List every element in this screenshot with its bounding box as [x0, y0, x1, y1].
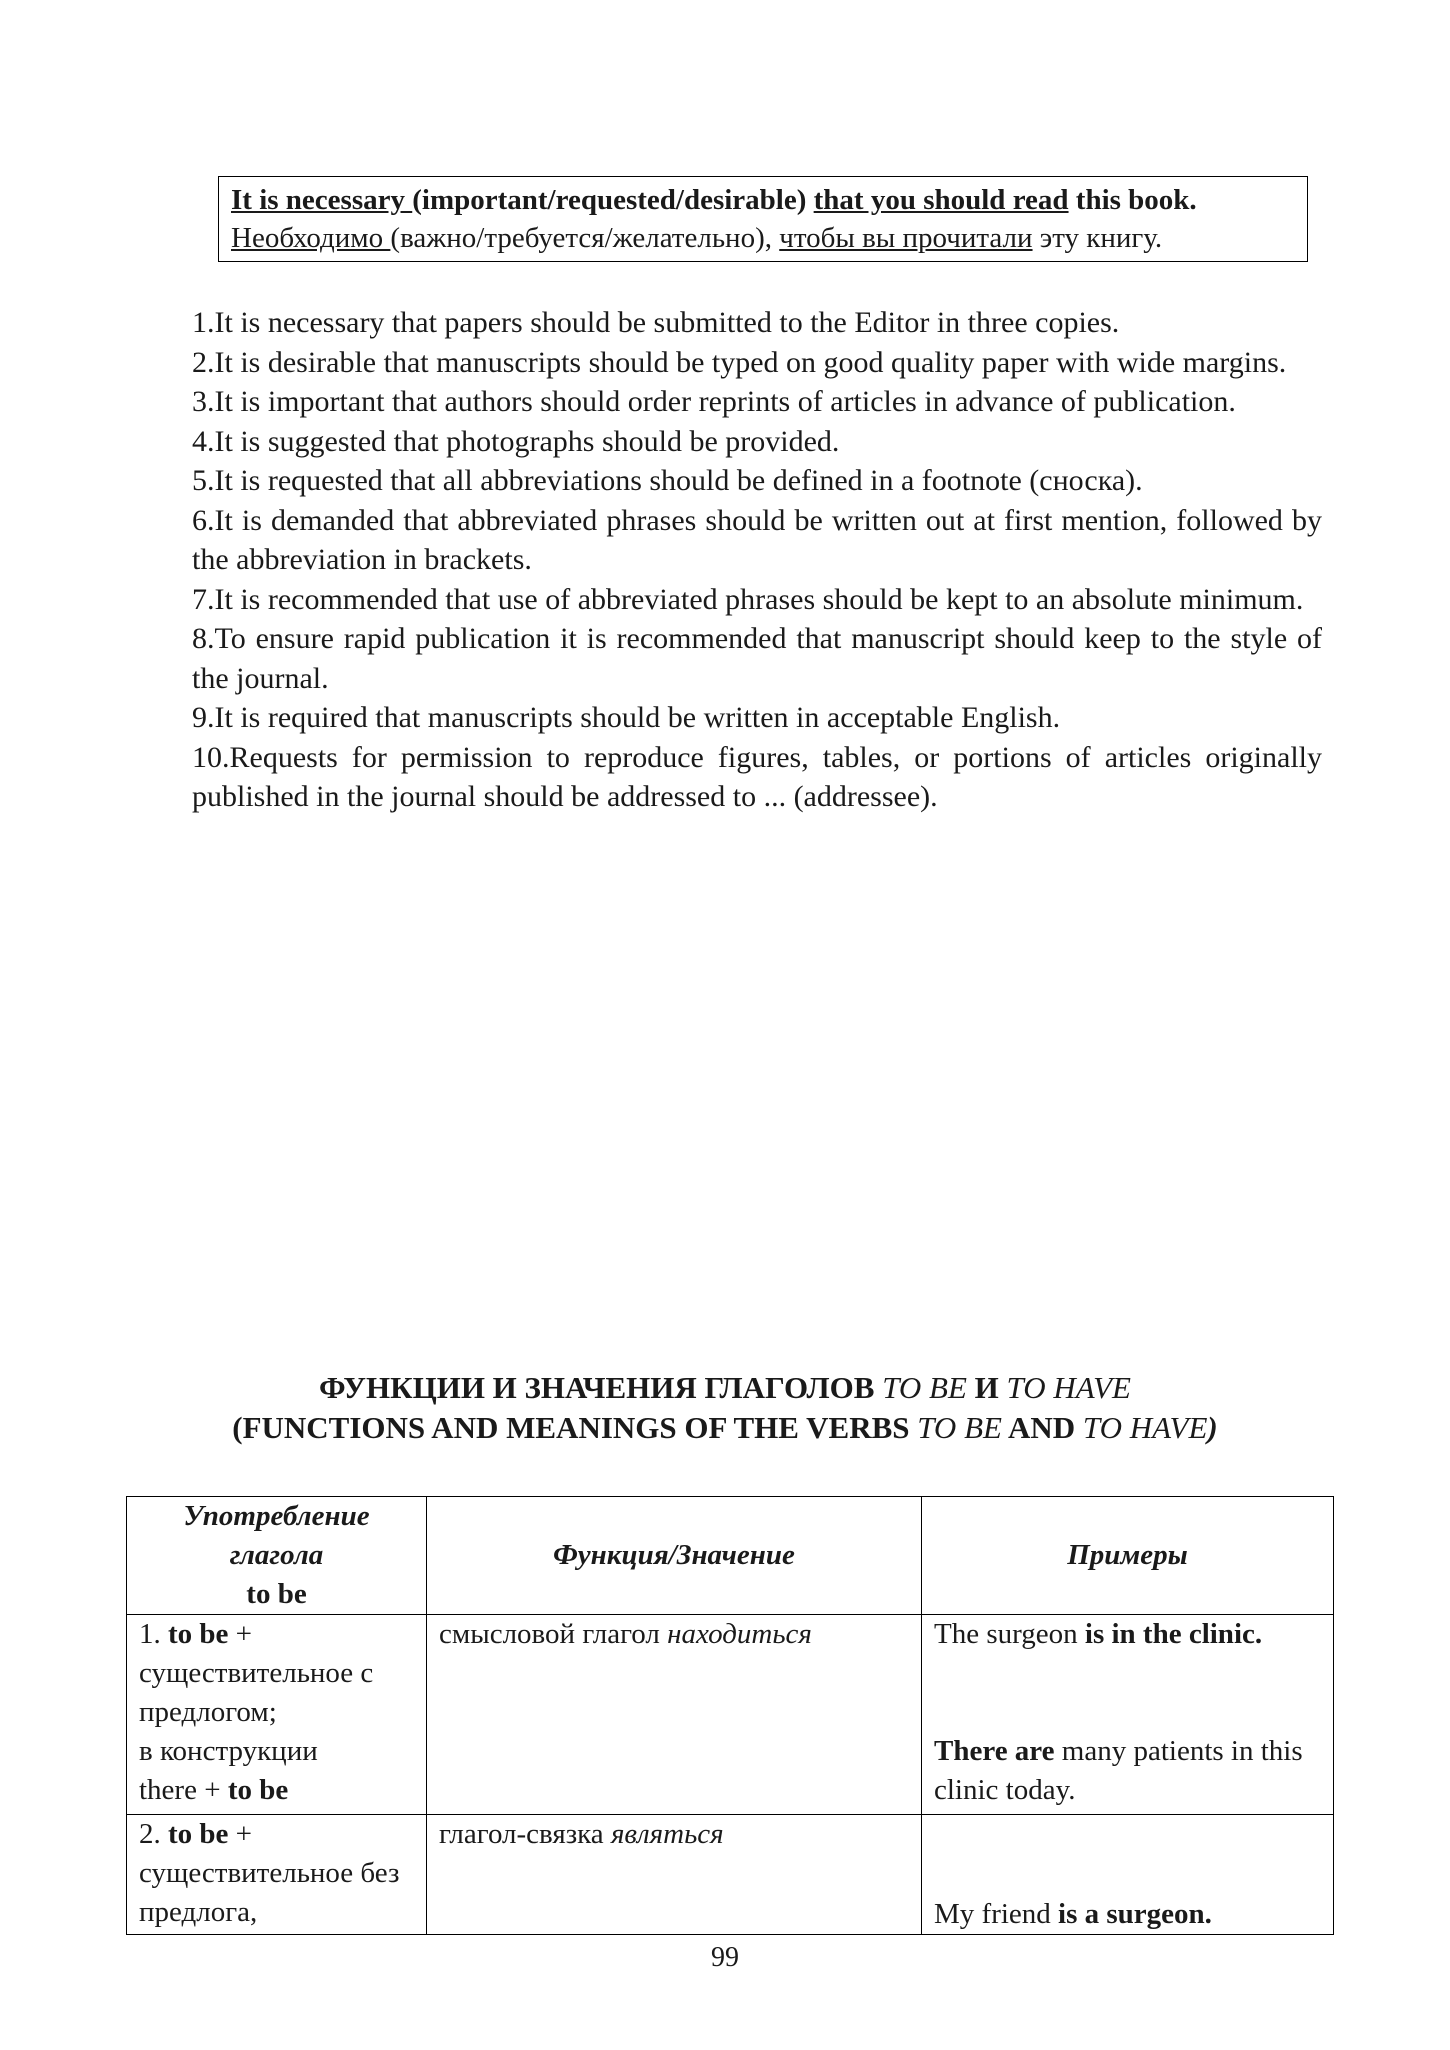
row1-usage-there: there + [139, 1774, 228, 1806]
table-row [127, 1815, 1334, 1935]
row1-usage-line2: в конструкции [139, 1735, 318, 1767]
row2-function-meaning: являться [610, 1818, 724, 1850]
sentence-item: 3.It is important that authors should order reprints of articles in advance of publication. [192, 385, 1236, 418]
sentence-item: 6.It is demanded that abbreviated phrases should be written out at first mention, followed by the abbreviation in brackets. [192, 503, 1322, 576]
row2-verb: to be [168, 1818, 229, 1850]
header-usage-line3: to be [246, 1578, 307, 1610]
row2-example1-text: My friend [934, 1898, 1059, 1930]
rule-english [231, 181, 1295, 219]
row1-example1-text: The surgeon [934, 1618, 1085, 1650]
row1-number: 1. [139, 1618, 168, 1650]
rule-russian [231, 219, 1295, 257]
rule-en-phrase: It is necessary [231, 184, 413, 216]
sentence-item: 7.It is recommended that use of abbreviated phrases should be kept to an absolute minimum. [192, 582, 1304, 616]
row2-function [427, 1815, 922, 1935]
section-title-en [100, 1408, 1350, 1448]
sentence-item: 4.It is suggested that photographs should be provided. [192, 424, 840, 458]
row1-usage-verb: to be [227, 1774, 289, 1806]
row2-usage [127, 1815, 427, 1935]
sentence-item: 1.It is necessary that papers should be submitted to the Editor in three copies. [192, 306, 1120, 339]
exercise-sentences [192, 303, 1322, 817]
title-en-close: ) [1207, 1410, 1218, 1445]
rule-ru-end: эту книгу. [1032, 222, 1163, 254]
row2-usage-text: + существительное без предлога, [139, 1818, 400, 1928]
sentence-item: 8.To ensure rapid publication it is recommended that manuscript should keep to the style of the journal. [192, 622, 1322, 695]
title-ru-and: И [966, 1370, 1007, 1405]
table-row [127, 1615, 1334, 1815]
sentence-item: 2.It is desirable that manuscripts should be typed on good quality paper with wide margins. [192, 345, 1287, 379]
row1-example2-bold: There are [934, 1735, 1055, 1767]
sentence-item: 10.Requests for permission to reproduce figures, tables, or portions of articles originally published in the journal should be addressed to ... (addressee). [192, 740, 1322, 813]
row1-example2-text: many patients in this clinic today. [934, 1735, 1303, 1806]
rule-ru-options: (важно/требуется/желательно), [390, 222, 780, 254]
header-usage-line1: Употребление [183, 1500, 370, 1532]
rule-ru-clause: чтобы вы прочитали [779, 222, 1033, 254]
row2-example1-bold: is a surgeon. [1058, 1898, 1212, 1930]
title-en-verb2: TO HAVE [1082, 1410, 1208, 1445]
row2-number: 2. [139, 1818, 168, 1850]
title-ru-verb1: TO BE [882, 1370, 967, 1405]
row2-examples [922, 1815, 1334, 1935]
row1-function-meaning: находиться [667, 1618, 812, 1650]
title-ru-verb2: TO HAVE [1006, 1370, 1131, 1405]
row1-examples [922, 1615, 1334, 1815]
section-title [100, 1368, 1350, 1448]
title-en-verb1: TO BE [917, 1410, 1002, 1445]
page-number: 99 [711, 1942, 739, 1973]
title-en-and: AND [1001, 1410, 1083, 1445]
row1-verb: to be [168, 1618, 229, 1650]
section-title-ru [100, 1368, 1350, 1408]
row1-example1-bold: is in the clinic. [1084, 1618, 1263, 1650]
rule-en-options: (important/requested/desirable) [412, 184, 814, 216]
header-usage-line2: глагола [229, 1539, 324, 1571]
rule-en-clause: that you should read [813, 184, 1069, 216]
sentence-item: 9.It is required that manuscripts should be written in acceptable English. [192, 701, 1061, 734]
verbs-table [126, 1496, 1334, 1935]
title-en-text: (FUNCTIONS AND MEANINGS OF THE VERBS [232, 1410, 918, 1445]
rule-box [218, 176, 1308, 262]
header-examples: Примеры [922, 1497, 1334, 1615]
row1-function-text: смысловой глагол [439, 1618, 668, 1650]
header-usage [127, 1497, 427, 1615]
row2-function-text: глагол-связка [439, 1818, 611, 1850]
sentence-item: 5.It is requested that all abbreviations should be defined in a footnote (сноска). [192, 464, 1143, 497]
row1-usage [127, 1615, 427, 1815]
header-function: Функция/Значение [427, 1497, 922, 1615]
table-header-row [127, 1497, 1334, 1615]
rule-ru-phrase: Необходимо [231, 222, 391, 254]
rule-en-end: this book. [1068, 184, 1197, 216]
row1-function [427, 1615, 922, 1815]
title-ru-text: ФУНКЦИИ И ЗНАЧЕНИЯ ГЛАГОЛОВ [318, 1370, 883, 1405]
row1-usage-text: + существительное с предлогом; [139, 1618, 374, 1728]
